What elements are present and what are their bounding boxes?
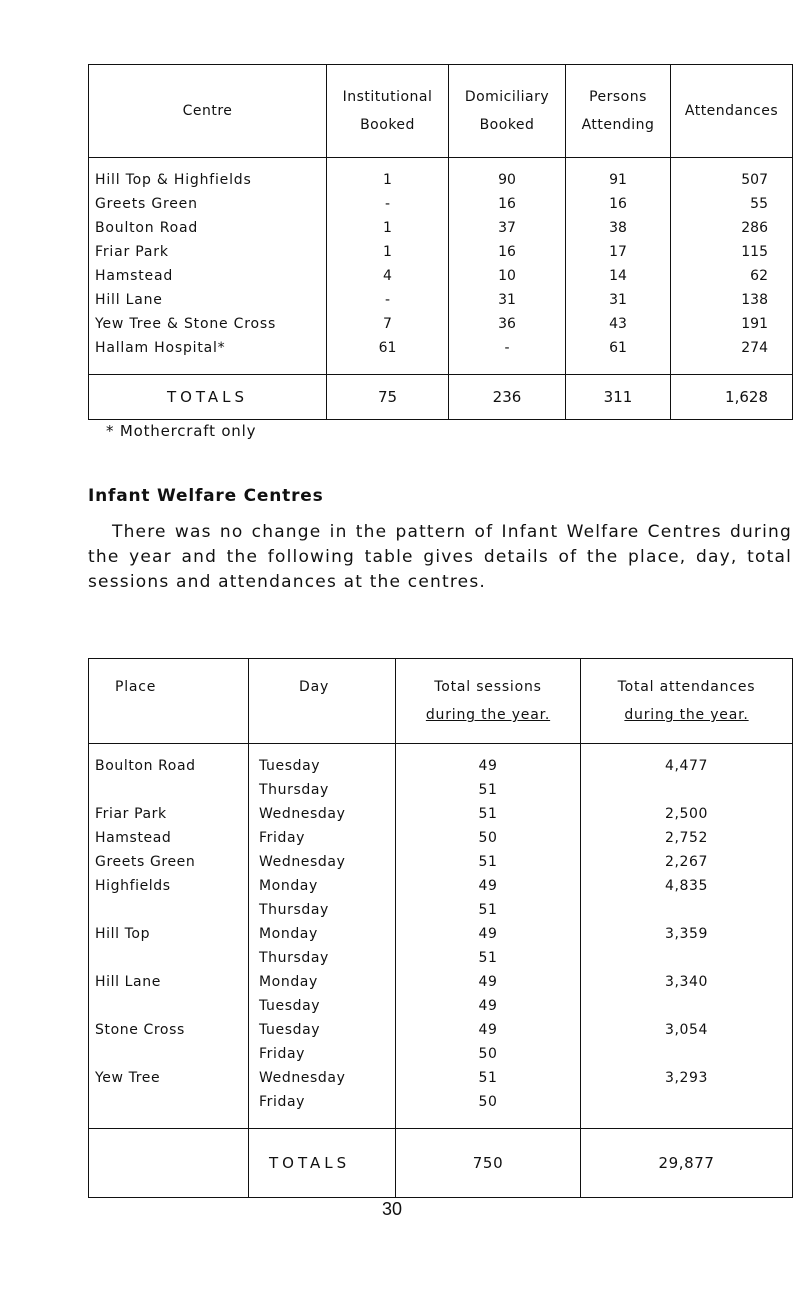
attendances-value bbox=[581, 994, 793, 1018]
header-domiciliary-booked: Domiciliary Booked bbox=[449, 65, 566, 158]
table-row bbox=[89, 802, 793, 826]
institutional-value: 7 bbox=[327, 312, 449, 336]
attendances-total: 1,628 bbox=[671, 375, 793, 420]
antenatal-centres-table bbox=[88, 64, 793, 420]
day-name: Friday bbox=[249, 1090, 396, 1129]
domiciliary-value: 90 bbox=[449, 158, 566, 193]
persons-value: 61 bbox=[566, 336, 671, 375]
totals-label: TOTALS bbox=[89, 375, 327, 420]
table2-totals-row bbox=[89, 1129, 793, 1198]
sessions-value: 49 bbox=[396, 922, 581, 946]
day-name: Friday bbox=[249, 1042, 396, 1066]
institutional-total: 75 bbox=[327, 375, 449, 420]
table-row bbox=[89, 336, 793, 375]
sessions-value: 50 bbox=[396, 826, 581, 850]
page-number: 30 bbox=[382, 1199, 403, 1219]
centre-name: Hill Lane bbox=[89, 288, 327, 312]
header-centre: Centre bbox=[89, 65, 327, 158]
place-name: Highfields bbox=[89, 874, 249, 898]
header-total-sessions: Total sessions during the year. bbox=[396, 659, 581, 744]
attendances-value: 55 bbox=[671, 192, 793, 216]
table-row bbox=[89, 826, 793, 850]
table-row bbox=[89, 1066, 793, 1090]
persons-value: 17 bbox=[566, 240, 671, 264]
domiciliary-value: 37 bbox=[449, 216, 566, 240]
day-name: Tuesday bbox=[249, 1018, 396, 1042]
domiciliary-value: 31 bbox=[449, 288, 566, 312]
day-name: Tuesday bbox=[249, 994, 396, 1018]
attendances-value: 274 bbox=[671, 336, 793, 375]
table-row bbox=[89, 778, 793, 802]
header-institutional-booked: Institutional Booked bbox=[327, 65, 449, 158]
totals-label: TOTALS bbox=[249, 1129, 396, 1198]
place-name: Boulton Road bbox=[89, 744, 249, 779]
attendances-value: 138 bbox=[671, 288, 793, 312]
totals-empty-cell bbox=[89, 1129, 249, 1198]
persons-value: 43 bbox=[566, 312, 671, 336]
day-name: Monday bbox=[249, 970, 396, 994]
table-row bbox=[89, 874, 793, 898]
attendances-value: 507 bbox=[671, 158, 793, 193]
institutional-value: 1 bbox=[327, 158, 449, 193]
centre-name: Yew Tree & Stone Cross bbox=[89, 312, 327, 336]
attendances-value: 4,477 bbox=[581, 744, 793, 779]
attendances-value: 62 bbox=[671, 264, 793, 288]
persons-value: 16 bbox=[566, 192, 671, 216]
section-heading: Infant Welfare Centres bbox=[88, 486, 324, 506]
attendances-value: 191 bbox=[671, 312, 793, 336]
attendances-value: 286 bbox=[671, 216, 793, 240]
attendances-value bbox=[581, 898, 793, 922]
sessions-value: 49 bbox=[396, 874, 581, 898]
sessions-value: 51 bbox=[396, 778, 581, 802]
day-name: Wednesday bbox=[249, 802, 396, 826]
attendances-value: 3,054 bbox=[581, 1018, 793, 1042]
domiciliary-value: 10 bbox=[449, 264, 566, 288]
table2-header-row bbox=[89, 659, 793, 744]
sessions-value: 50 bbox=[396, 1090, 581, 1129]
day-name: Monday bbox=[249, 922, 396, 946]
table-row bbox=[89, 946, 793, 970]
table-row bbox=[89, 216, 793, 240]
header-persons-attending: Persons Attending bbox=[566, 65, 671, 158]
table-row bbox=[89, 744, 793, 779]
persons-value: 91 bbox=[566, 158, 671, 193]
sessions-value: 51 bbox=[396, 946, 581, 970]
sessions-value: 49 bbox=[396, 994, 581, 1018]
place-name bbox=[89, 994, 249, 1018]
table-row bbox=[89, 1042, 793, 1066]
table-row bbox=[89, 312, 793, 336]
sessions-value: 49 bbox=[396, 970, 581, 994]
sessions-value: 50 bbox=[396, 1042, 581, 1066]
table-row bbox=[89, 1018, 793, 1042]
centre-name: Hill Top & Highfields bbox=[89, 158, 327, 193]
attendances-value: 115 bbox=[671, 240, 793, 264]
centre-name: Boulton Road bbox=[89, 216, 327, 240]
header-day: Day bbox=[249, 659, 396, 744]
domiciliary-total: 236 bbox=[449, 375, 566, 420]
attendances-value bbox=[581, 1090, 793, 1129]
day-name: Friday bbox=[249, 826, 396, 850]
place-name: Hamstead bbox=[89, 826, 249, 850]
table-row bbox=[89, 1090, 793, 1129]
header-place: Place bbox=[89, 659, 249, 744]
place-name: Yew Tree bbox=[89, 1066, 249, 1090]
day-name: Tuesday bbox=[249, 744, 396, 779]
table-row bbox=[89, 240, 793, 264]
table-row bbox=[89, 158, 793, 193]
institutional-value: 61 bbox=[327, 336, 449, 375]
attendances-value: 4,835 bbox=[581, 874, 793, 898]
attendances-value: 2,500 bbox=[581, 802, 793, 826]
table-row bbox=[89, 898, 793, 922]
day-name: Thursday bbox=[249, 898, 396, 922]
place-name bbox=[89, 898, 249, 922]
place-name bbox=[89, 778, 249, 802]
institutional-value: 1 bbox=[327, 216, 449, 240]
domiciliary-value: 36 bbox=[449, 312, 566, 336]
header-attendances: Attendances bbox=[671, 65, 793, 158]
table1-totals-row bbox=[89, 375, 793, 420]
day-name: Thursday bbox=[249, 946, 396, 970]
attendances-value bbox=[581, 778, 793, 802]
place-name: Hill Top bbox=[89, 922, 249, 946]
body-paragraph: There was no change in the pattern of Infant Welfare Centres during the year and the following table gives details of the place, day, total sessions and attendances at the centres. bbox=[88, 522, 792, 592]
table-row bbox=[89, 922, 793, 946]
attendances-value bbox=[581, 946, 793, 970]
sessions-total: 750 bbox=[396, 1129, 581, 1198]
place-name: Stone Cross bbox=[89, 1018, 249, 1042]
sessions-value: 49 bbox=[396, 1018, 581, 1042]
persons-value: 14 bbox=[566, 264, 671, 288]
persons-value: 31 bbox=[566, 288, 671, 312]
attendances-value: 3,359 bbox=[581, 922, 793, 946]
place-name bbox=[89, 1090, 249, 1129]
sessions-value: 51 bbox=[396, 850, 581, 874]
persons-value: 38 bbox=[566, 216, 671, 240]
place-name: Friar Park bbox=[89, 802, 249, 826]
domiciliary-value: 16 bbox=[449, 240, 566, 264]
persons-total: 311 bbox=[566, 375, 671, 420]
table-row bbox=[89, 994, 793, 1018]
place-name: Hill Lane bbox=[89, 970, 249, 994]
place-name bbox=[89, 1042, 249, 1066]
domiciliary-value: - bbox=[449, 336, 566, 375]
attendances-value: 3,293 bbox=[581, 1066, 793, 1090]
day-name: Wednesday bbox=[249, 850, 396, 874]
table-row bbox=[89, 264, 793, 288]
infant-welfare-table bbox=[88, 658, 793, 1198]
sessions-value: 49 bbox=[396, 744, 581, 779]
institutional-value: 4 bbox=[327, 264, 449, 288]
footnote: * Mothercraft only bbox=[106, 422, 257, 440]
centre-name: Hamstead bbox=[89, 264, 327, 288]
day-name: Monday bbox=[249, 874, 396, 898]
table-row bbox=[89, 970, 793, 994]
institutional-value: - bbox=[327, 192, 449, 216]
attendances-value bbox=[581, 1042, 793, 1066]
centre-name: Hallam Hospital* bbox=[89, 336, 327, 375]
header-total-attendances: Total attendances during the year. bbox=[581, 659, 793, 744]
centre-name: Greets Green bbox=[89, 192, 327, 216]
table-row bbox=[89, 850, 793, 874]
attendances-value: 2,267 bbox=[581, 850, 793, 874]
sessions-value: 51 bbox=[396, 898, 581, 922]
table-row bbox=[89, 288, 793, 312]
place-name bbox=[89, 946, 249, 970]
attendances-value: 3,340 bbox=[581, 970, 793, 994]
sessions-value: 51 bbox=[396, 1066, 581, 1090]
institutional-value: 1 bbox=[327, 240, 449, 264]
day-name: Thursday bbox=[249, 778, 396, 802]
attendances-total: 29,877 bbox=[581, 1129, 793, 1198]
institutional-value: - bbox=[327, 288, 449, 312]
place-name: Greets Green bbox=[89, 850, 249, 874]
sessions-value: 51 bbox=[396, 802, 581, 826]
table1-header-row bbox=[89, 65, 793, 158]
attendances-value: 2,752 bbox=[581, 826, 793, 850]
table-row bbox=[89, 192, 793, 216]
centre-name: Friar Park bbox=[89, 240, 327, 264]
domiciliary-value: 16 bbox=[449, 192, 566, 216]
day-name: Wednesday bbox=[249, 1066, 396, 1090]
